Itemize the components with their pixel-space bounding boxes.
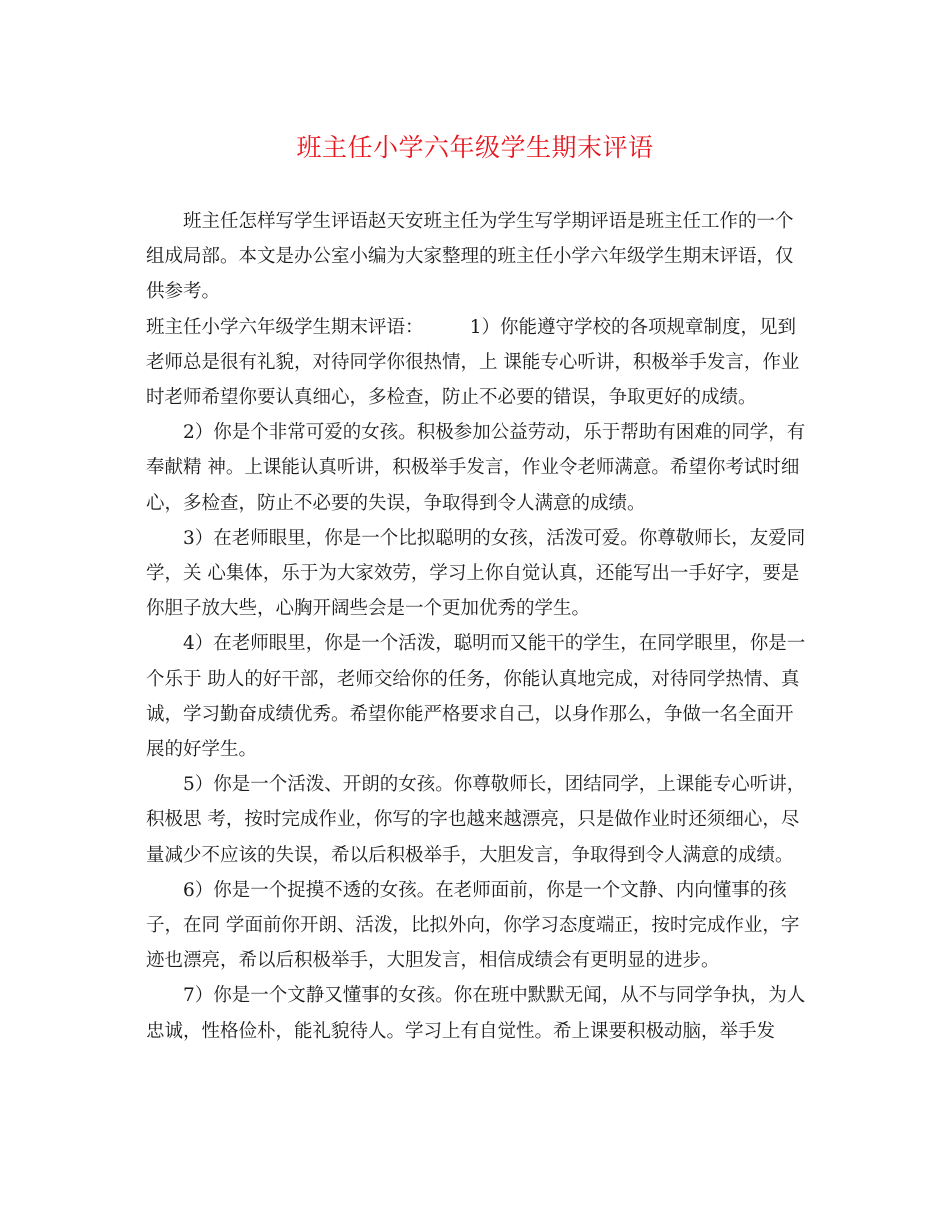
- document-body: [146, 204, 806, 1049]
- paragraph-intro: 班主任怎样写学生评语赵天安班主任为学生写学期评语是班主任工作的一个组成局部。本文是办公室小编为大家整理的班主任小学六年级学生期末评语，仅供参考。: [146, 211, 794, 303]
- paragraph-comment-3: 3）在老师眼里，你是一个比拟聪明的女孩，活泼可爱。你尊敬师长，友爱同学，关 心集体，乐于为大家效劳，学习上你自觉认真，还能写出一手好字，要是你胆子放大些，心胸开阔些会是一个更加优秀的学生。: [146, 527, 806, 620]
- paragraph-comment-5: 5）你是一个活泼、开朗的女孩。你尊敬师长，团结同学，上课能专心听讲，积极思 考，按时完成作业，你写的字也越来越漂亮，只是做作业时还须细心，尽量减少不应该的失误，希以后积极举手，大胆发言，争取得到令人满意的成绩。: [146, 774, 806, 866]
- document-title: 班主任小学六年级学生期末评语: [296, 133, 654, 162]
- paragraph-comment-2: 2）你是个非常可爱的女孩。积极参加公益劳动，乐于帮助有困难的同学，有奉献精 神。上课能认真听讲，积极举手发言，作业令老师满意。希望你考试时细心，多检查，防止不必要的失误，争取得到令人满意的成绩。: [146, 422, 806, 514]
- paragraph-comment-4: 4）在老师眼里，你是一个活泼，聪明而又能干的学生，在同学眼里，你是一个乐于 助人的好干部，老师交给你的任务，你能认真地完成，对待同学热情、真诚，学习勤奋成绩优秀。希望你能严格要求自己，以身作那么，争做一名全面开展的好学生。: [146, 633, 806, 761]
- paragraph-comment-1: 班主任小学六年级学生期末评语： 1）你能遵守学校的各项规章制度，见到老师总是很有礼貌，对待同学你很热情，上 课能专心听讲，积极举手发言，作业时老师希望你要认真细心，多检查，防止不必要的错误，争取更好的成绩。: [146, 316, 800, 409]
- paragraph-comment-7: 7）你是一个文静又懂事的女孩。你在班中默默无闻，从不与同学争执，为人忠诚，性格俭朴，能礼貌待人。学习上有自觉性。希上课要积极动脑，举手发: [146, 985, 806, 1042]
- paragraph-comment-6: 6）你是一个捉摸不透的女孩。在老师面前，你是一个文静、内向懂事的孩子，在同 学面前你开朗、活泼，比拟外向，你学习态度端正，按时完成作业，字迹也漂亮，希以后积极举手，大胆发言，相信成绩会有更明显的进步。: [146, 879, 800, 972]
